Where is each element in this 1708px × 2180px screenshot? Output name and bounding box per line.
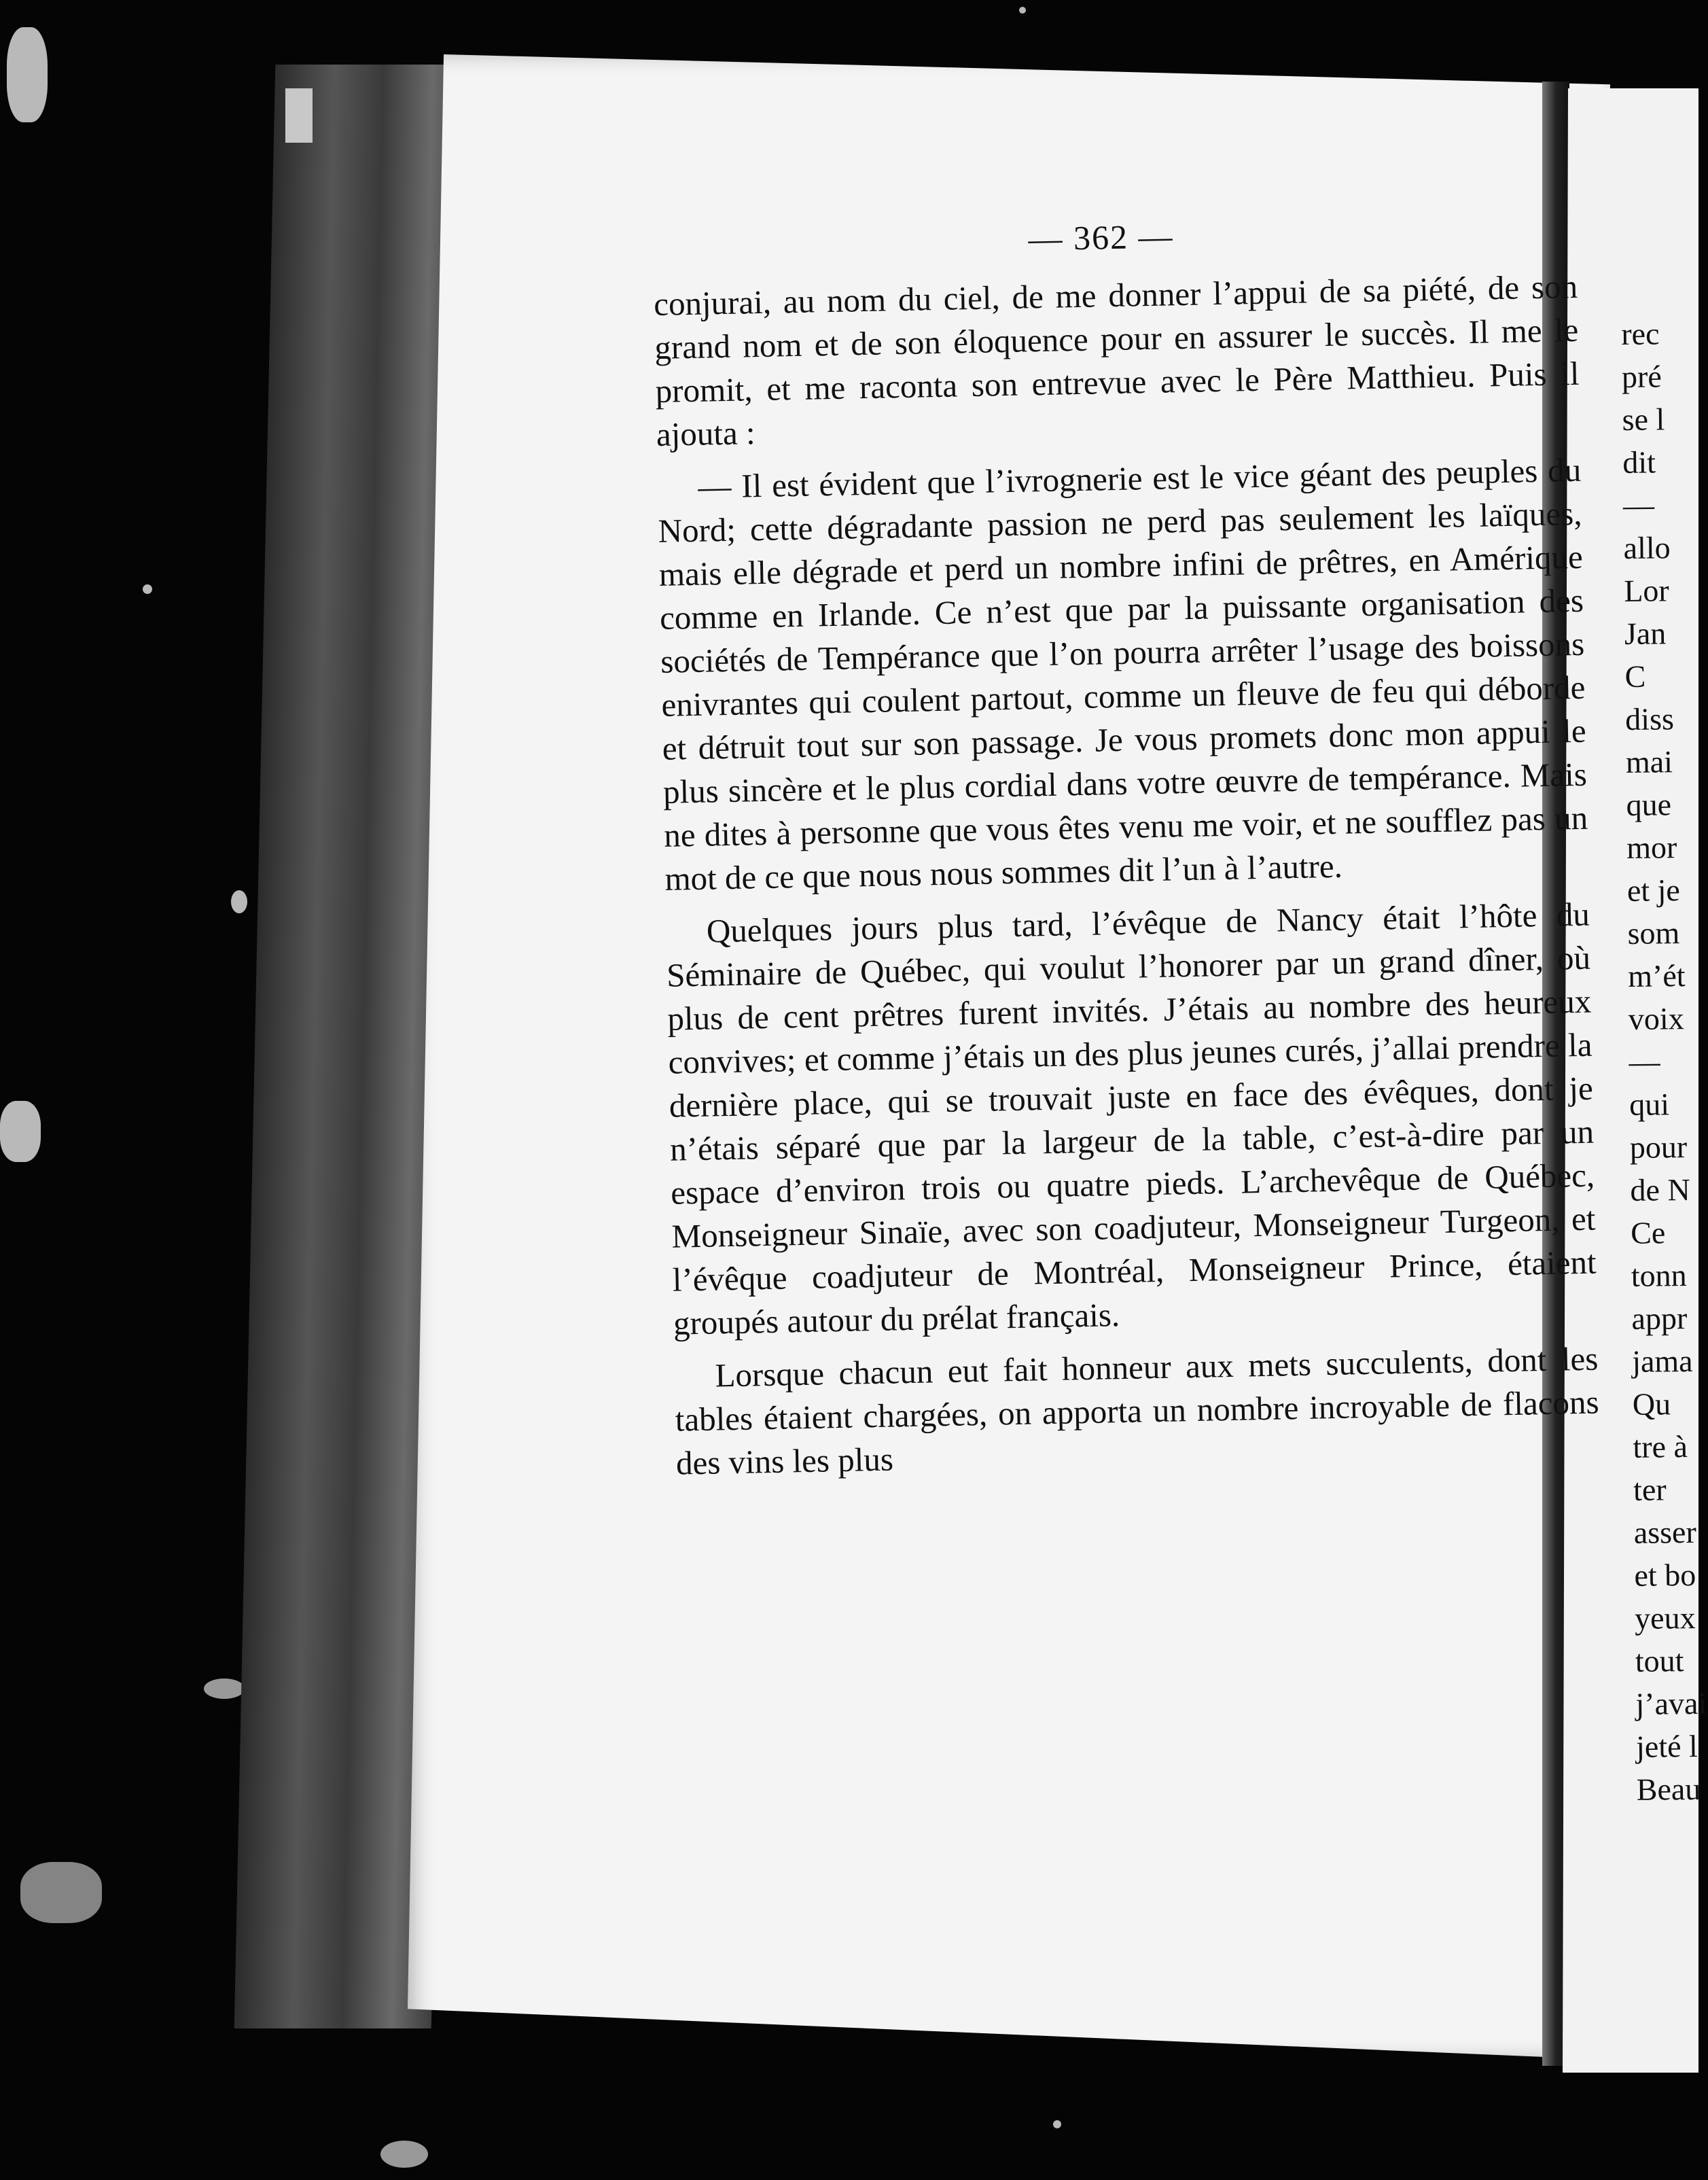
- paragraph: Quelques jours plus tard, l’évêque de Nancy était l’hôte du Séminaire de Québec, qui voulut l’honorer par un grand dîner, où plus de cent prêtres furent invités. J’étais au nombre des heureux convives; et comme j’étais un des plus jeunes curés, j’allai prendre la dernière place, qui se trouvait juste en face des évêques, dont je n’étais séparé que par la largeur de la table, c’est-à-dire par un espace d’environ trois ou quatre pieds. L’archevêque de Québec, Monseigneur Sinaïe, avec son coadjuteur, Monseigneur Turgeon, et l’évêque coadjuteur de Montréal, Monseigneur Prince, étaient groupés autour du prélat français.: [666, 895, 1597, 1342]
- facing-page-line: mai: [1625, 744, 1673, 779]
- facing-page-line: j’avai: [1635, 1685, 1707, 1721]
- page-number: — 362 —: [1027, 217, 1175, 258]
- facing-page-line: qui: [1629, 1087, 1670, 1122]
- facing-page-line: rec: [1621, 316, 1660, 351]
- facing-page-line: pour: [1629, 1129, 1688, 1165]
- paragraph: — Il est évident que l’ivrognerie est le vice géant des peuples du Nord; cette dégradante passion ne perd pas seulement les laïques, mais elle dégrade et perd un nombre infini de prêtres, en Amérique comme en Irlande. Ce n’est que par la puissante organisation des sociétés de Tempérance que l’on pourra arrêter l’usage des boissons enivrantes qui coulent partout, comme un fleuve de feu qui déborde et détruit tout sur son passage. Je vous promets donc mon appui le plus sincère et le plus cordial dans votre œuvre de tempérance. Mais ne dites à personne que vous êtes venu me voir, et ne soufflez pas un mot de ce que nous nous sommes dit l’un à l’autre.: [658, 451, 1588, 898]
- facing-page-line: que: [1626, 787, 1672, 822]
- facing-page-line: yeux: [1634, 1600, 1696, 1636]
- scan-speck: [0, 1101, 41, 1162]
- book-edge-highlight: [285, 88, 313, 143]
- scan-speck: [1053, 2120, 1061, 2128]
- facing-page-line: m’ét: [1627, 958, 1686, 994]
- facing-page-line: tonn: [1631, 1258, 1687, 1293]
- facing-page-line: et je: [1626, 873, 1681, 908]
- facing-page-line: appr: [1631, 1301, 1688, 1336]
- scan-speck: [7, 27, 48, 122]
- paragraph: Lorsque chacun eut fait honneur aux mets succulents, dont les tables étaient chargées, on apporta un nombre incroyable de flacons des vins les plus: [675, 1339, 1600, 1482]
- facing-page-line: Jan: [1624, 616, 1667, 651]
- facing-page-line: Ce: [1630, 1215, 1666, 1250]
- facing-page-line: de N: [1630, 1172, 1690, 1208]
- paragraph: conjurai, au nom du ciel, de me donner l’appui de sa piété, de son grand nom et de son éloquence pour en assurer le succès. Il me le promit, et me raconta son entrevue avec le Père Matthieu. Puis il ajouta :: [653, 267, 1580, 453]
- scan-speck: [20, 1862, 102, 1923]
- facing-page-line: mor: [1626, 830, 1677, 865]
- facing-page-line: allo: [1623, 530, 1671, 565]
- facing-page-line: diss: [1625, 701, 1675, 737]
- page-text-block: [652, 207, 1601, 1495]
- facing-page-line: —: [1622, 487, 1655, 523]
- facing-page-line: asser: [1633, 1514, 1697, 1550]
- facing-page-line: se l: [1622, 402, 1665, 437]
- facing-page-line: ter: [1633, 1472, 1667, 1507]
- facing-page-line: dit: [1622, 444, 1656, 480]
- facing-page-line: Qu: [1632, 1386, 1671, 1422]
- facing-page-line: pré: [1621, 359, 1662, 394]
- facing-page-line: jama: [1631, 1343, 1693, 1379]
- facing-page-line: voix: [1628, 1001, 1684, 1036]
- facing-page-line: jeté l: [1635, 1728, 1698, 1764]
- facing-page-line: som: [1627, 915, 1680, 951]
- facing-page-line: et bo: [1634, 1557, 1696, 1593]
- facing-page-line: C: [1624, 658, 1646, 694]
- facing-page-line: tre à: [1633, 1429, 1688, 1464]
- facing-page-line: Beau: [1636, 1771, 1701, 1807]
- scan-speck: [380, 2141, 428, 2168]
- facing-page-line: Lor: [1624, 573, 1669, 608]
- scan-speck: [231, 890, 247, 913]
- facing-page-line: —: [1629, 1044, 1660, 1079]
- facing-page-line: tout: [1635, 1643, 1684, 1678]
- scan-speck: [1019, 7, 1026, 14]
- scan-speck: [204, 1678, 245, 1699]
- scan-speck: [143, 584, 152, 594]
